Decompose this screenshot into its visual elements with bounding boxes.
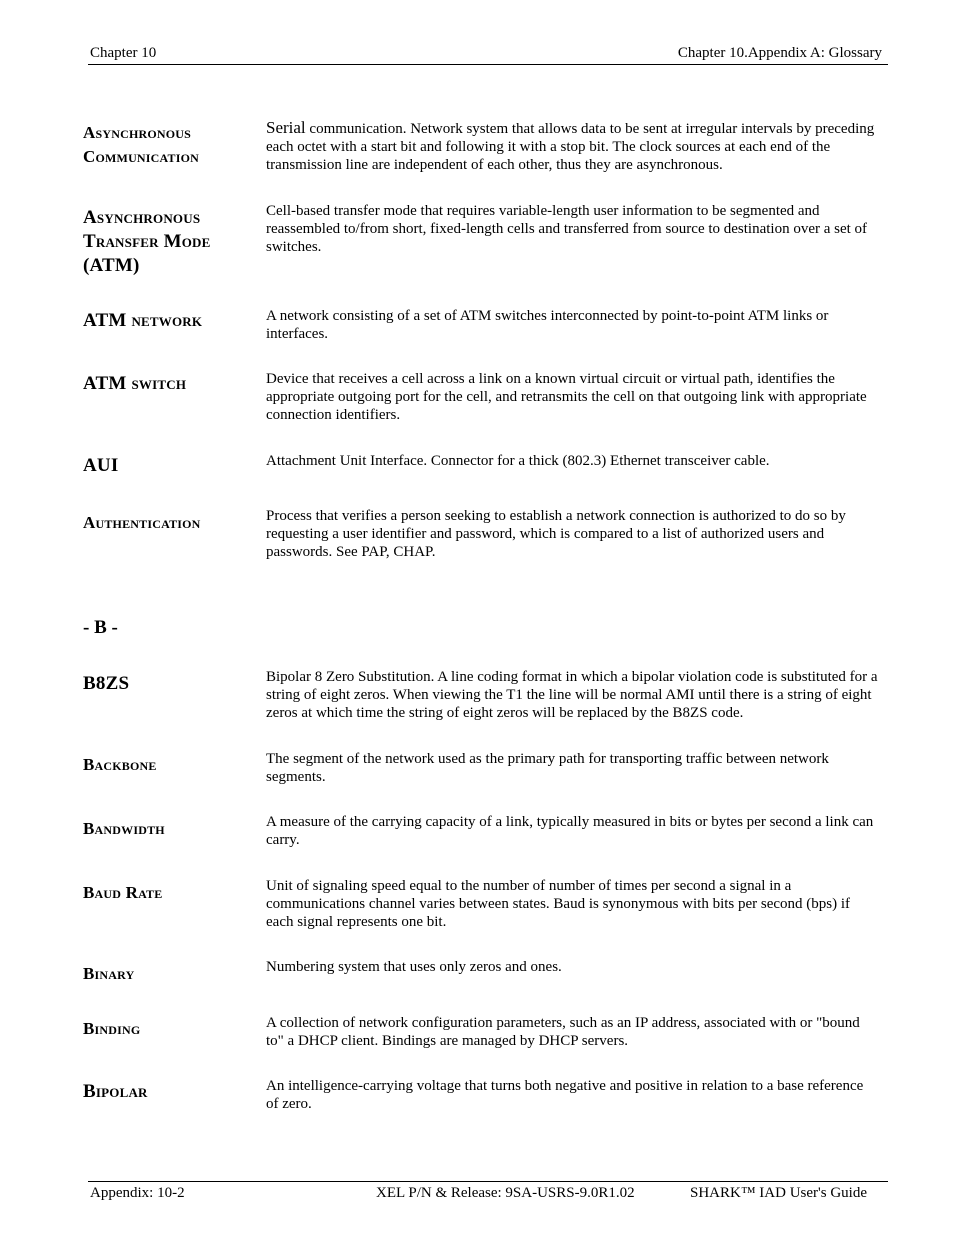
term-asynchronous-transfer-mode: Asynchronous Transfer Mode (ATM) — [83, 207, 211, 276]
term-b8zs: B8ZS — [83, 673, 130, 694]
footer-page-number: Appendix: 10-2 — [90, 1185, 185, 1201]
definition-baud-rate: Unit of signaling speed equal to the number of number of times per second a signal in a communications channel varies between states. Baud is synonymous with bits per second (bps) if each signal represents one bit. — [266, 878, 851, 930]
definition-bandwidth: A measure of the carrying capacity of a link, typically measured in bits or bytes per second a link can carry. — [266, 814, 874, 848]
definition-asynchronous-communication: Serial communication. Network system that allows data to be sent at irregular intervals by preceding each octet with a start bit and following it with a stop bit. The clock sources at each end of the transmission line are independent of each other, thus they are asynchronous. — [266, 118, 875, 173]
definition-backbone: The segment of the network used as the primary path for transporting traffic between network segments. — [266, 751, 829, 785]
term-binding: Binding — [83, 1019, 141, 1038]
section-heading-b: - B - — [83, 617, 118, 638]
definition-atm-switch: Device that receives a cell across a link on a known virtual circuit or virtual path, identifies the appropriate outgoing port for the cell, and retransmits the cell on that outgoing link with appropriate connection identifiers. — [266, 371, 867, 423]
term-aui: AUI — [83, 455, 119, 476]
term-asynchronous-communication: Asynchronous Communication — [83, 123, 199, 166]
definition-asynchronous-transfer-mode: Cell-based transfer mode that requires variable-length user information to be segmented and reassembled to/from short, fixed-length cells and transferred from source to destination over a set of switches. — [266, 203, 868, 255]
definition-b8zs: Bipolar 8 Zero Substitution. A line coding format in which a bipolar violation code is substituted for a string of eight zeros. When viewing the T1 the line will be normal AMI until there is a string of eight zeros at which time the string of eight zeros will be replaced by the B8ZS code. — [266, 669, 878, 721]
page-header — [88, 44, 888, 65]
definition-binding: A collection of network configuration parameters, such as an IP address, associated with or "bound to" a DHCP client. Bindings are managed by DHCP servers. — [266, 1015, 860, 1049]
page-footer — [88, 1181, 888, 1204]
term-authentication: Authentication — [83, 513, 201, 532]
definition-aui: Attachment Unit Interface. Connector for a thick (802.3) Ethernet transceiver cable. — [266, 453, 770, 469]
header-section-title: Chapter 10.Appendix A: Glossary — [677, 45, 882, 61]
term-bandwidth: Bandwidth — [83, 819, 165, 838]
term-baud-rate: Baud Rate — [83, 883, 163, 902]
term-backbone: Backbone — [83, 755, 157, 774]
footer-guide-title: SHARK™ IAD User's Guide — [690, 1185, 867, 1201]
definition-authentication: Process that verifies a person seeking to establish a network connection is authorized to do so by requesting a user identifier and password, which is compared to a list of authorized users and passwords. See PAP, CHAP. — [266, 508, 846, 560]
term-atm-switch: ATM switch — [83, 373, 187, 394]
footer-release: XEL P/N & Release: 9SA-USRS-9.0R1.02 — [376, 1185, 635, 1201]
term-atm-network: ATM network — [83, 310, 203, 331]
term-binary: Binary — [83, 964, 135, 983]
definition-bipolar: An intelligence-carrying voltage that turns both negative and positive in relation to a base reference of zero. — [266, 1078, 864, 1112]
definition-binary: Numbering system that uses only zeros and ones. — [266, 959, 562, 975]
definition-atm-network: A network consisting of a set of ATM switches interconnected by point-to-point ATM links or interfaces. — [266, 308, 829, 342]
header-chapter: Chapter 10 — [90, 45, 157, 61]
term-bipolar: Bipolar — [83, 1081, 148, 1102]
